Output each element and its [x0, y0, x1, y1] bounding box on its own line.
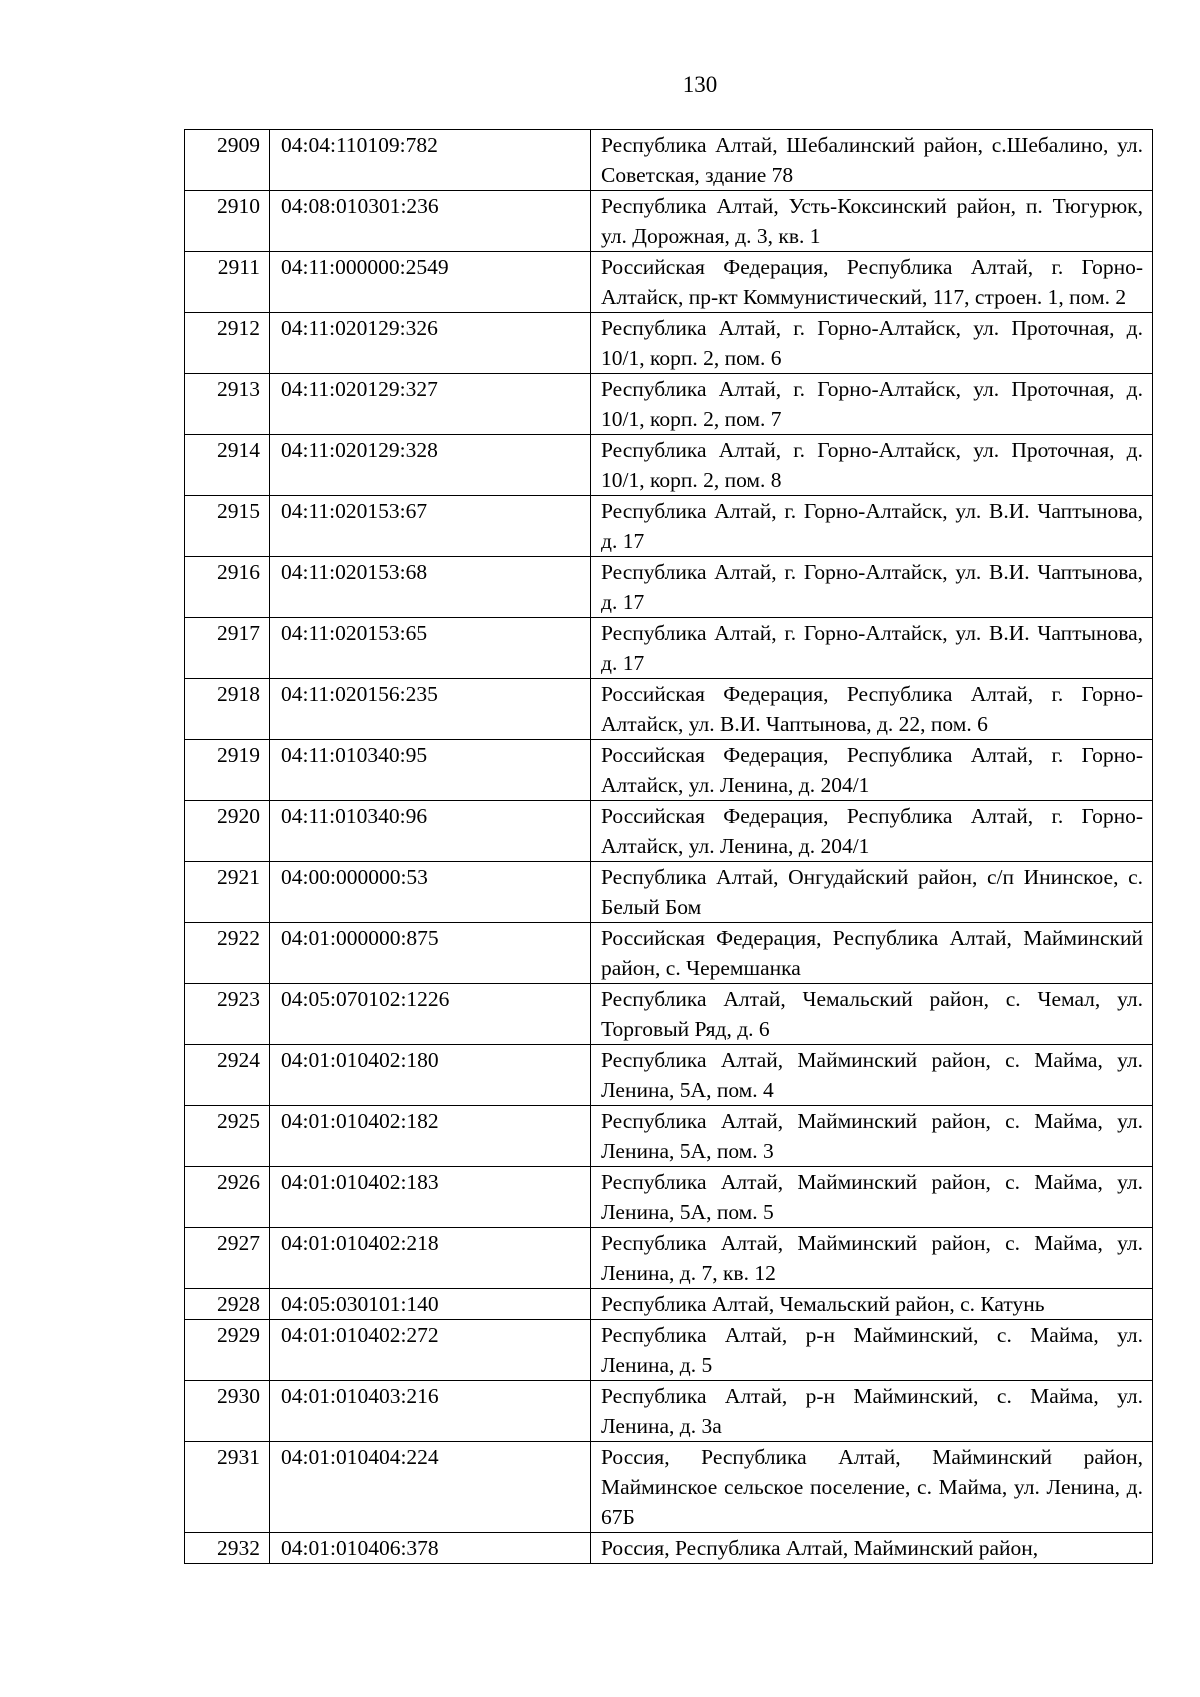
address-cell: Республика Алтай, г. Горно-Алтайск, ул. В.И. Чаптынова, д. 17: [591, 618, 1153, 679]
cadastral-number-cell: 04:01:010402:218: [270, 1228, 591, 1289]
row-number-cell: 2913: [185, 374, 270, 435]
row-number-cell: 2923: [185, 984, 270, 1045]
table-row: [185, 923, 1153, 984]
cadastral-number-cell: 04:05:030101:140: [270, 1289, 591, 1320]
cadastral-number-cell: 04:11:010340:96: [270, 801, 591, 862]
table-row: [185, 130, 1153, 191]
row-number-cell: 2930: [185, 1381, 270, 1442]
page-number: 130: [682, 72, 718, 97]
address-cell: Российская Федерация, Республика Алтай, г. Горно-Алтайск, ул. В.И. Чаптынова, д. 22, пом. 6: [591, 679, 1153, 740]
address-cell: Российская Федерация, Республика Алтай, г. Горно-Алтайск, ул. Ленина, д. 204/1: [591, 740, 1153, 801]
row-number-cell: 2921: [185, 862, 270, 923]
address-cell: Республика Алтай, г. Горно-Алтайск, ул. Проточная, д. 10/1, корп. 2, пом. 6: [591, 313, 1153, 374]
property-registry-table: [184, 129, 1153, 1564]
address-cell: Россия, Республика Алтай, Майминский район,: [591, 1533, 1153, 1564]
row-number-cell: 2911: [185, 252, 270, 313]
table-row: [185, 496, 1153, 557]
table-row: [185, 862, 1153, 923]
table-row: [185, 252, 1153, 313]
cadastral-number-cell: 04:11:020153:68: [270, 557, 591, 618]
table-row: [185, 1320, 1153, 1381]
address-cell: Республика Алтай, Майминский район, с. Майма, ул. Ленина, 5А, пом. 5: [591, 1167, 1153, 1228]
table-row: [185, 374, 1153, 435]
table-row: [185, 435, 1153, 496]
row-number-cell: 2916: [185, 557, 270, 618]
table-row: [185, 618, 1153, 679]
cadastral-number-cell: 04:01:010402:182: [270, 1106, 591, 1167]
address-cell: Республика Алтай, г. Горно-Алтайск, ул. Проточная, д. 10/1, корп. 2, пом. 8: [591, 435, 1153, 496]
cadastral-number-cell: 04:11:020153:65: [270, 618, 591, 679]
address-cell: Республика Алтай, р-н Майминский, с. Майма, ул. Ленина, д. 3а: [591, 1381, 1153, 1442]
row-number-cell: 2927: [185, 1228, 270, 1289]
row-number-cell: 2920: [185, 801, 270, 862]
row-number-cell: 2914: [185, 435, 270, 496]
address-cell: Республика Алтай, Шебалинский район, с.Шебалино, ул. Советская, здание 78: [591, 130, 1153, 191]
row-number-cell: 2912: [185, 313, 270, 374]
cadastral-number-cell: 04:05:070102:1226: [270, 984, 591, 1045]
row-number-cell: 2932: [185, 1533, 270, 1564]
table-row: [185, 313, 1153, 374]
address-cell: Российская Федерация, Республика Алтай, г. Горно-Алтайск, ул. Ленина, д. 204/1: [591, 801, 1153, 862]
cadastral-number-cell: 04:00:000000:53: [270, 862, 591, 923]
row-number-cell: 2917: [185, 618, 270, 679]
cadastral-number-cell: 04:04:110109:782: [270, 130, 591, 191]
table-row: [185, 740, 1153, 801]
row-number-cell: 2931: [185, 1442, 270, 1533]
address-cell: Россия, Республика Алтай, Майминский район, Майминское сельское поселение, с. Майма, ул. Ленина, д. 67Б: [591, 1442, 1153, 1533]
address-cell: Республика Алтай, г. Горно-Алтайск, ул. В.И. Чаптынова, д. 17: [591, 557, 1153, 618]
table-row: [185, 801, 1153, 862]
table-row: [185, 557, 1153, 618]
cadastral-number-cell: 04:01:010406:378: [270, 1533, 591, 1564]
address-cell: Республика Алтай, г. Горно-Алтайск, ул. Проточная, д. 10/1, корп. 2, пом. 7: [591, 374, 1153, 435]
address-cell: Российская Федерация, Республика Алтай, Майминский район, с. Черемшанка: [591, 923, 1153, 984]
row-number-cell: 2919: [185, 740, 270, 801]
table-row: [185, 984, 1153, 1045]
cadastral-number-cell: 04:01:010403:216: [270, 1381, 591, 1442]
table-row: [185, 679, 1153, 740]
cadastral-number-cell: 04:11:020129:327: [270, 374, 591, 435]
table-row: [185, 1533, 1153, 1564]
cadastral-number-cell: 04:11:000000:2549: [270, 252, 591, 313]
cadastral-number-cell: 04:08:010301:236: [270, 191, 591, 252]
cadastral-number-cell: 04:11:010340:95: [270, 740, 591, 801]
table-row: [185, 1167, 1153, 1228]
row-number-cell: 2910: [185, 191, 270, 252]
cadastral-number-cell: 04:01:010402:183: [270, 1167, 591, 1228]
address-cell: Республика Алтай, Майминский район, с. Майма, ул. Ленина, д. 7, кв. 12: [591, 1228, 1153, 1289]
table-row: [185, 1442, 1153, 1533]
cadastral-number-cell: 04:11:020156:235: [270, 679, 591, 740]
table-row: [185, 1106, 1153, 1167]
row-number-cell: 2922: [185, 923, 270, 984]
address-cell: Республика Алтай, Майминский район, с. Майма, ул. Ленина, 5А, пом. 4: [591, 1045, 1153, 1106]
address-cell: Республика Алтай, Чемальский район, с. Катунь: [591, 1289, 1153, 1320]
registry-table-body: [185, 130, 1153, 1564]
address-cell: Республика Алтай, г. Горно-Алтайск, ул. В.И. Чаптынова, д. 17: [591, 496, 1153, 557]
address-cell: Российская Федерация, Республика Алтай, г. Горно-Алтайск, пр-кт Коммунистический, 117, строен. 1, пом. 2: [591, 252, 1153, 313]
table-row: [185, 1045, 1153, 1106]
cadastral-number-cell: 04:01:010404:224: [270, 1442, 591, 1533]
cadastral-number-cell: 04:01:000000:875: [270, 923, 591, 984]
table-row: [185, 1228, 1153, 1289]
address-cell: Республика Алтай, Усть-Коксинский район, п. Тюгурюк, ул. Дорожная, д. 3, кв. 1: [591, 191, 1153, 252]
address-cell: Республика Алтай, Онгудайский район, с/п Ининское, с. Белый Бом: [591, 862, 1153, 923]
table-row: [185, 1381, 1153, 1442]
row-number-cell: 2915: [185, 496, 270, 557]
row-number-cell: 2909: [185, 130, 270, 191]
address-cell: Республика Алтай, Чемальский район, с. Чемал, ул. Торговый Ряд, д. 6: [591, 984, 1153, 1045]
cadastral-number-cell: 04:11:020129:326: [270, 313, 591, 374]
row-number-cell: 2929: [185, 1320, 270, 1381]
cadastral-number-cell: 04:01:010402:272: [270, 1320, 591, 1381]
row-number-cell: 2926: [185, 1167, 270, 1228]
row-number-cell: 2925: [185, 1106, 270, 1167]
address-cell: Республика Алтай, р-н Майминский, с. Майма, ул. Ленина, д. 5: [591, 1320, 1153, 1381]
cadastral-number-cell: 04:11:020129:328: [270, 435, 591, 496]
row-number-cell: 2924: [185, 1045, 270, 1106]
cadastral-number-cell: 04:01:010402:180: [270, 1045, 591, 1106]
address-cell: Республика Алтай, Майминский район, с. Майма, ул. Ленина, 5А, пом. 3: [591, 1106, 1153, 1167]
table-row: [185, 191, 1153, 252]
cadastral-number-cell: 04:11:020153:67: [270, 496, 591, 557]
row-number-cell: 2928: [185, 1289, 270, 1320]
table-row: [185, 1289, 1153, 1320]
row-number-cell: 2918: [185, 679, 270, 740]
